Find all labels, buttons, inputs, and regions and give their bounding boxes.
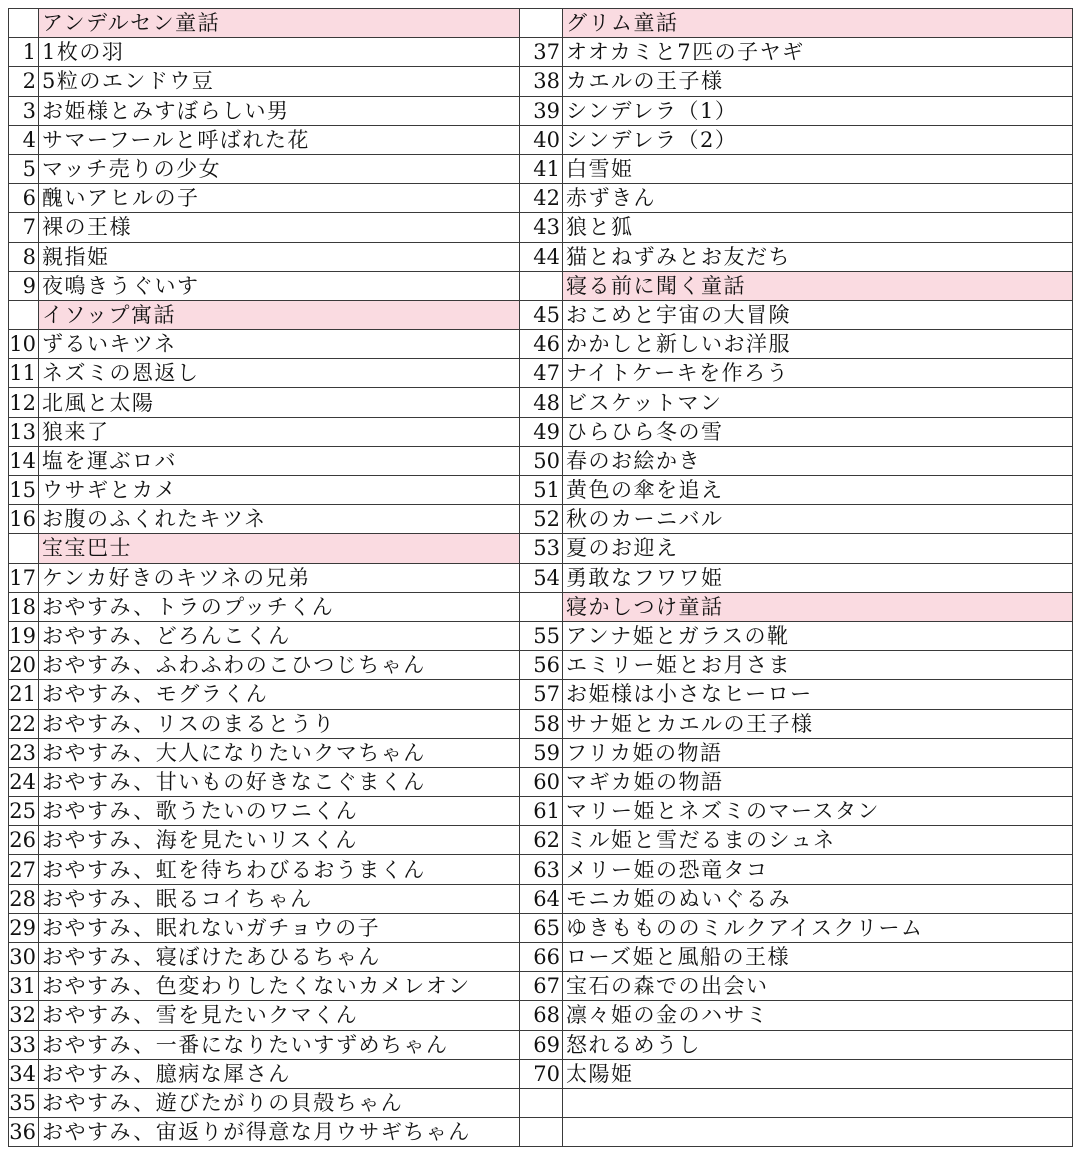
story-title: おやすみ、どろんこくん	[39, 621, 520, 650]
story-title: おやすみ、リスのまるとうり	[39, 709, 520, 738]
story-number: 6	[9, 184, 39, 213]
story-number: 29	[9, 913, 39, 942]
empty-cell	[520, 1088, 563, 1117]
table-row	[9, 184, 1073, 213]
table-row	[9, 621, 1073, 650]
story-title: マギカ姫の物語	[563, 767, 1073, 796]
table-row	[9, 680, 1073, 709]
table-row	[9, 388, 1073, 417]
story-number: 56	[520, 651, 563, 680]
story-title: 勇敢なフワワ姫	[563, 563, 1073, 592]
story-title: 醜いアヒルの子	[39, 184, 520, 213]
story-number: 5	[9, 154, 39, 183]
story-number: 53	[520, 534, 563, 563]
story-title: ケンカ好きのキツネの兄弟	[39, 563, 520, 592]
empty-cell	[563, 1118, 1073, 1147]
story-number: 11	[9, 359, 39, 388]
story-number: 3	[9, 96, 39, 125]
story-title: 春のお絵かき	[563, 446, 1073, 475]
story-number: 46	[520, 330, 563, 359]
story-number: 37	[520, 38, 563, 67]
story-title: 狼と狐	[563, 213, 1073, 242]
story-number: 39	[520, 96, 563, 125]
story-number: 43	[520, 213, 563, 242]
story-number: 27	[9, 855, 39, 884]
story-title: おやすみ、虹を待ちわびるおうまくん	[39, 855, 520, 884]
story-title: ミル姫と雪だるまのシュネ	[563, 826, 1073, 855]
story-title: おやすみ、甘いもの好きなこぐまくん	[39, 767, 520, 796]
story-number: 65	[520, 913, 563, 942]
story-title: シンデレラ（1）	[563, 96, 1073, 125]
story-title: おやすみ、寝ぼけたあひるちゃん	[39, 943, 520, 972]
story-number: 1	[9, 38, 39, 67]
story-title: メリー姫の恐竜タコ	[563, 855, 1073, 884]
story-title: 白雪姫	[563, 154, 1073, 183]
story-title: サマーフールと呼ばれた花	[39, 125, 520, 154]
story-number: 10	[9, 330, 39, 359]
section-header: グリム童話	[563, 9, 1073, 38]
table-row	[9, 330, 1073, 359]
story-number: 19	[9, 621, 39, 650]
section-header: アンデルセン童話	[39, 9, 520, 38]
story-number: 21	[9, 680, 39, 709]
table-row	[9, 767, 1073, 796]
section-header: 寝る前に聞く童話	[563, 271, 1073, 300]
table-row	[9, 884, 1073, 913]
table-row	[9, 125, 1073, 154]
table-row	[9, 96, 1073, 125]
story-number: 44	[520, 242, 563, 271]
story-title: ビスケットマン	[563, 388, 1073, 417]
story-number: 8	[9, 242, 39, 271]
story-title: 宝石の森での出会い	[563, 972, 1073, 1001]
story-title: 凛々姫の金のハサミ	[563, 1001, 1073, 1030]
story-title: マリー姫とネズミのマースタン	[563, 797, 1073, 826]
story-number: 22	[9, 709, 39, 738]
story-number: 2	[9, 67, 39, 96]
story-title: お腹のふくれたキツネ	[39, 505, 520, 534]
table-row	[9, 1088, 1073, 1117]
table-row	[9, 9, 1073, 38]
table-row	[9, 476, 1073, 505]
story-title: おやすみ、トラのプッチくん	[39, 592, 520, 621]
story-title: おやすみ、色変わりしたくないカメレオン	[39, 972, 520, 1001]
story-list-body	[9, 9, 1073, 1147]
story-number: 67	[520, 972, 563, 1001]
story-number: 13	[9, 417, 39, 446]
story-number: 31	[9, 972, 39, 1001]
story-title: 秋のカーニバル	[563, 505, 1073, 534]
story-title: 親指姫	[39, 242, 520, 271]
table-row	[9, 709, 1073, 738]
story-number: 34	[9, 1059, 39, 1088]
story-number: 18	[9, 592, 39, 621]
story-title: おやすみ、モグラくん	[39, 680, 520, 709]
story-number: 26	[9, 826, 39, 855]
story-number: 17	[9, 563, 39, 592]
section-number-cell	[520, 271, 563, 300]
story-number: 41	[520, 154, 563, 183]
story-title: 赤ずきん	[563, 184, 1073, 213]
table-row	[9, 1059, 1073, 1088]
story-number: 32	[9, 1001, 39, 1030]
section-number-cell	[9, 534, 39, 563]
story-title: ナイトケーキを作ろう	[563, 359, 1073, 388]
section-number-cell	[520, 9, 563, 38]
story-number: 25	[9, 797, 39, 826]
table-row	[9, 797, 1073, 826]
table-row	[9, 1118, 1073, 1147]
table-row	[9, 855, 1073, 884]
story-number: 52	[520, 505, 563, 534]
story-title: おやすみ、歌うたいのワニくん	[39, 797, 520, 826]
story-list-table	[8, 8, 1073, 1147]
story-title: 5粒のエンドウ豆	[39, 67, 520, 96]
story-number: 58	[520, 709, 563, 738]
table-row	[9, 67, 1073, 96]
story-title: 猫とねずみとお友だち	[563, 242, 1073, 271]
story-title: 塩を運ぶロバ	[39, 446, 520, 475]
section-header: イソップ寓話	[39, 300, 520, 329]
table-row	[9, 359, 1073, 388]
story-number: 47	[520, 359, 563, 388]
story-title: アンナ姫とガラスの靴	[563, 621, 1073, 650]
story-title: 黄色の傘を追え	[563, 476, 1073, 505]
story-number: 35	[9, 1088, 39, 1117]
empty-cell	[520, 1118, 563, 1147]
story-title: ゆきももののミルクアイスクリーム	[563, 913, 1073, 942]
story-title: 怒れるめうし	[563, 1030, 1073, 1059]
story-number: 57	[520, 680, 563, 709]
story-number: 60	[520, 767, 563, 796]
empty-cell	[563, 1088, 1073, 1117]
story-title: おやすみ、雪を見たいクマくん	[39, 1001, 520, 1030]
table-row	[9, 913, 1073, 942]
story-number: 48	[520, 388, 563, 417]
section-number-cell	[9, 9, 39, 38]
story-title: おやすみ、遊びたがりの貝殻ちゃん	[39, 1088, 520, 1117]
story-number: 14	[9, 446, 39, 475]
story-number: 23	[9, 738, 39, 767]
section-header: 宝宝巴士	[39, 534, 520, 563]
story-title: おやすみ、ふわふわのこひつじちゃん	[39, 651, 520, 680]
story-number: 40	[520, 125, 563, 154]
section-number-cell	[520, 592, 563, 621]
story-title: おやすみ、一番になりたいすずめちゃん	[39, 1030, 520, 1059]
story-title: かかしと新しいお洋服	[563, 330, 1073, 359]
story-title: おやすみ、眠るコイちゃん	[39, 884, 520, 913]
story-title: 夏のお迎え	[563, 534, 1073, 563]
story-title: マッチ売りの少女	[39, 154, 520, 183]
table-row	[9, 972, 1073, 1001]
story-number: 20	[9, 651, 39, 680]
story-number: 12	[9, 388, 39, 417]
story-number: 42	[520, 184, 563, 213]
story-number: 36	[9, 1118, 39, 1147]
story-title: エミリー姫とお月さま	[563, 651, 1073, 680]
story-number: 68	[520, 1001, 563, 1030]
story-title: おやすみ、宙返りが得意な月ウサギちゃん	[39, 1118, 520, 1147]
story-title: おやすみ、臆病な犀さん	[39, 1059, 520, 1088]
story-number: 49	[520, 417, 563, 446]
section-number-cell	[9, 300, 39, 329]
story-title: 太陽姫	[563, 1059, 1073, 1088]
table-row	[9, 1030, 1073, 1059]
story-title: お姫様は小さなヒーロー	[563, 680, 1073, 709]
story-number: 66	[520, 943, 563, 972]
story-title: 北風と太陽	[39, 388, 520, 417]
story-number: 45	[520, 300, 563, 329]
story-number: 9	[9, 271, 39, 300]
table-row	[9, 38, 1073, 67]
story-number: 69	[520, 1030, 563, 1059]
section-header: 寝かしつけ童話	[563, 592, 1073, 621]
story-number: 51	[520, 476, 563, 505]
story-number: 54	[520, 563, 563, 592]
table-row	[9, 271, 1073, 300]
table-row	[9, 943, 1073, 972]
story-title: モニカ姫のぬいぐるみ	[563, 884, 1073, 913]
story-number: 59	[520, 738, 563, 767]
story-title: 1枚の羽	[39, 38, 520, 67]
table-row	[9, 1001, 1073, 1030]
story-number: 63	[520, 855, 563, 884]
story-title: カエルの王子様	[563, 67, 1073, 96]
table-row	[9, 738, 1073, 767]
story-title: 狼来了	[39, 417, 520, 446]
story-number: 24	[9, 767, 39, 796]
story-number: 33	[9, 1030, 39, 1059]
table-row	[9, 592, 1073, 621]
story-title: フリカ姫の物語	[563, 738, 1073, 767]
story-number: 64	[520, 884, 563, 913]
story-number: 55	[520, 621, 563, 650]
story-title: ひらひら冬の雪	[563, 417, 1073, 446]
story-title: ネズミの恩返し	[39, 359, 520, 388]
table-row	[9, 563, 1073, 592]
table-row	[9, 154, 1073, 183]
story-number: 38	[520, 67, 563, 96]
story-title: おやすみ、眠れないガチョウの子	[39, 913, 520, 942]
story-number: 70	[520, 1059, 563, 1088]
table-row	[9, 446, 1073, 475]
story-number: 28	[9, 884, 39, 913]
story-title: オオカミと7匹の子ヤギ	[563, 38, 1073, 67]
story-title: シンデレラ（2）	[563, 125, 1073, 154]
table-row	[9, 242, 1073, 271]
table-row	[9, 417, 1073, 446]
table-row	[9, 651, 1073, 680]
story-title: ずるいキツネ	[39, 330, 520, 359]
table-row	[9, 505, 1073, 534]
story-number: 7	[9, 213, 39, 242]
table-row	[9, 213, 1073, 242]
story-title: お姫様とみすぼらしい男	[39, 96, 520, 125]
story-title: サナ姫とカエルの王子様	[563, 709, 1073, 738]
story-number: 62	[520, 826, 563, 855]
story-title: おやすみ、海を見たいリスくん	[39, 826, 520, 855]
story-number: 50	[520, 446, 563, 475]
story-title: おこめと宇宙の大冒険	[563, 300, 1073, 329]
story-number: 61	[520, 797, 563, 826]
story-title: ウサギとカメ	[39, 476, 520, 505]
table-row	[9, 826, 1073, 855]
story-title: 夜鳴きうぐいす	[39, 271, 520, 300]
table-row	[9, 300, 1073, 329]
story-number: 15	[9, 476, 39, 505]
story-number: 16	[9, 505, 39, 534]
story-title: おやすみ、大人になりたいクマちゃん	[39, 738, 520, 767]
table-row	[9, 534, 1073, 563]
story-title: 裸の王様	[39, 213, 520, 242]
story-number: 4	[9, 125, 39, 154]
story-number: 30	[9, 943, 39, 972]
story-title: ローズ姫と風船の王様	[563, 943, 1073, 972]
